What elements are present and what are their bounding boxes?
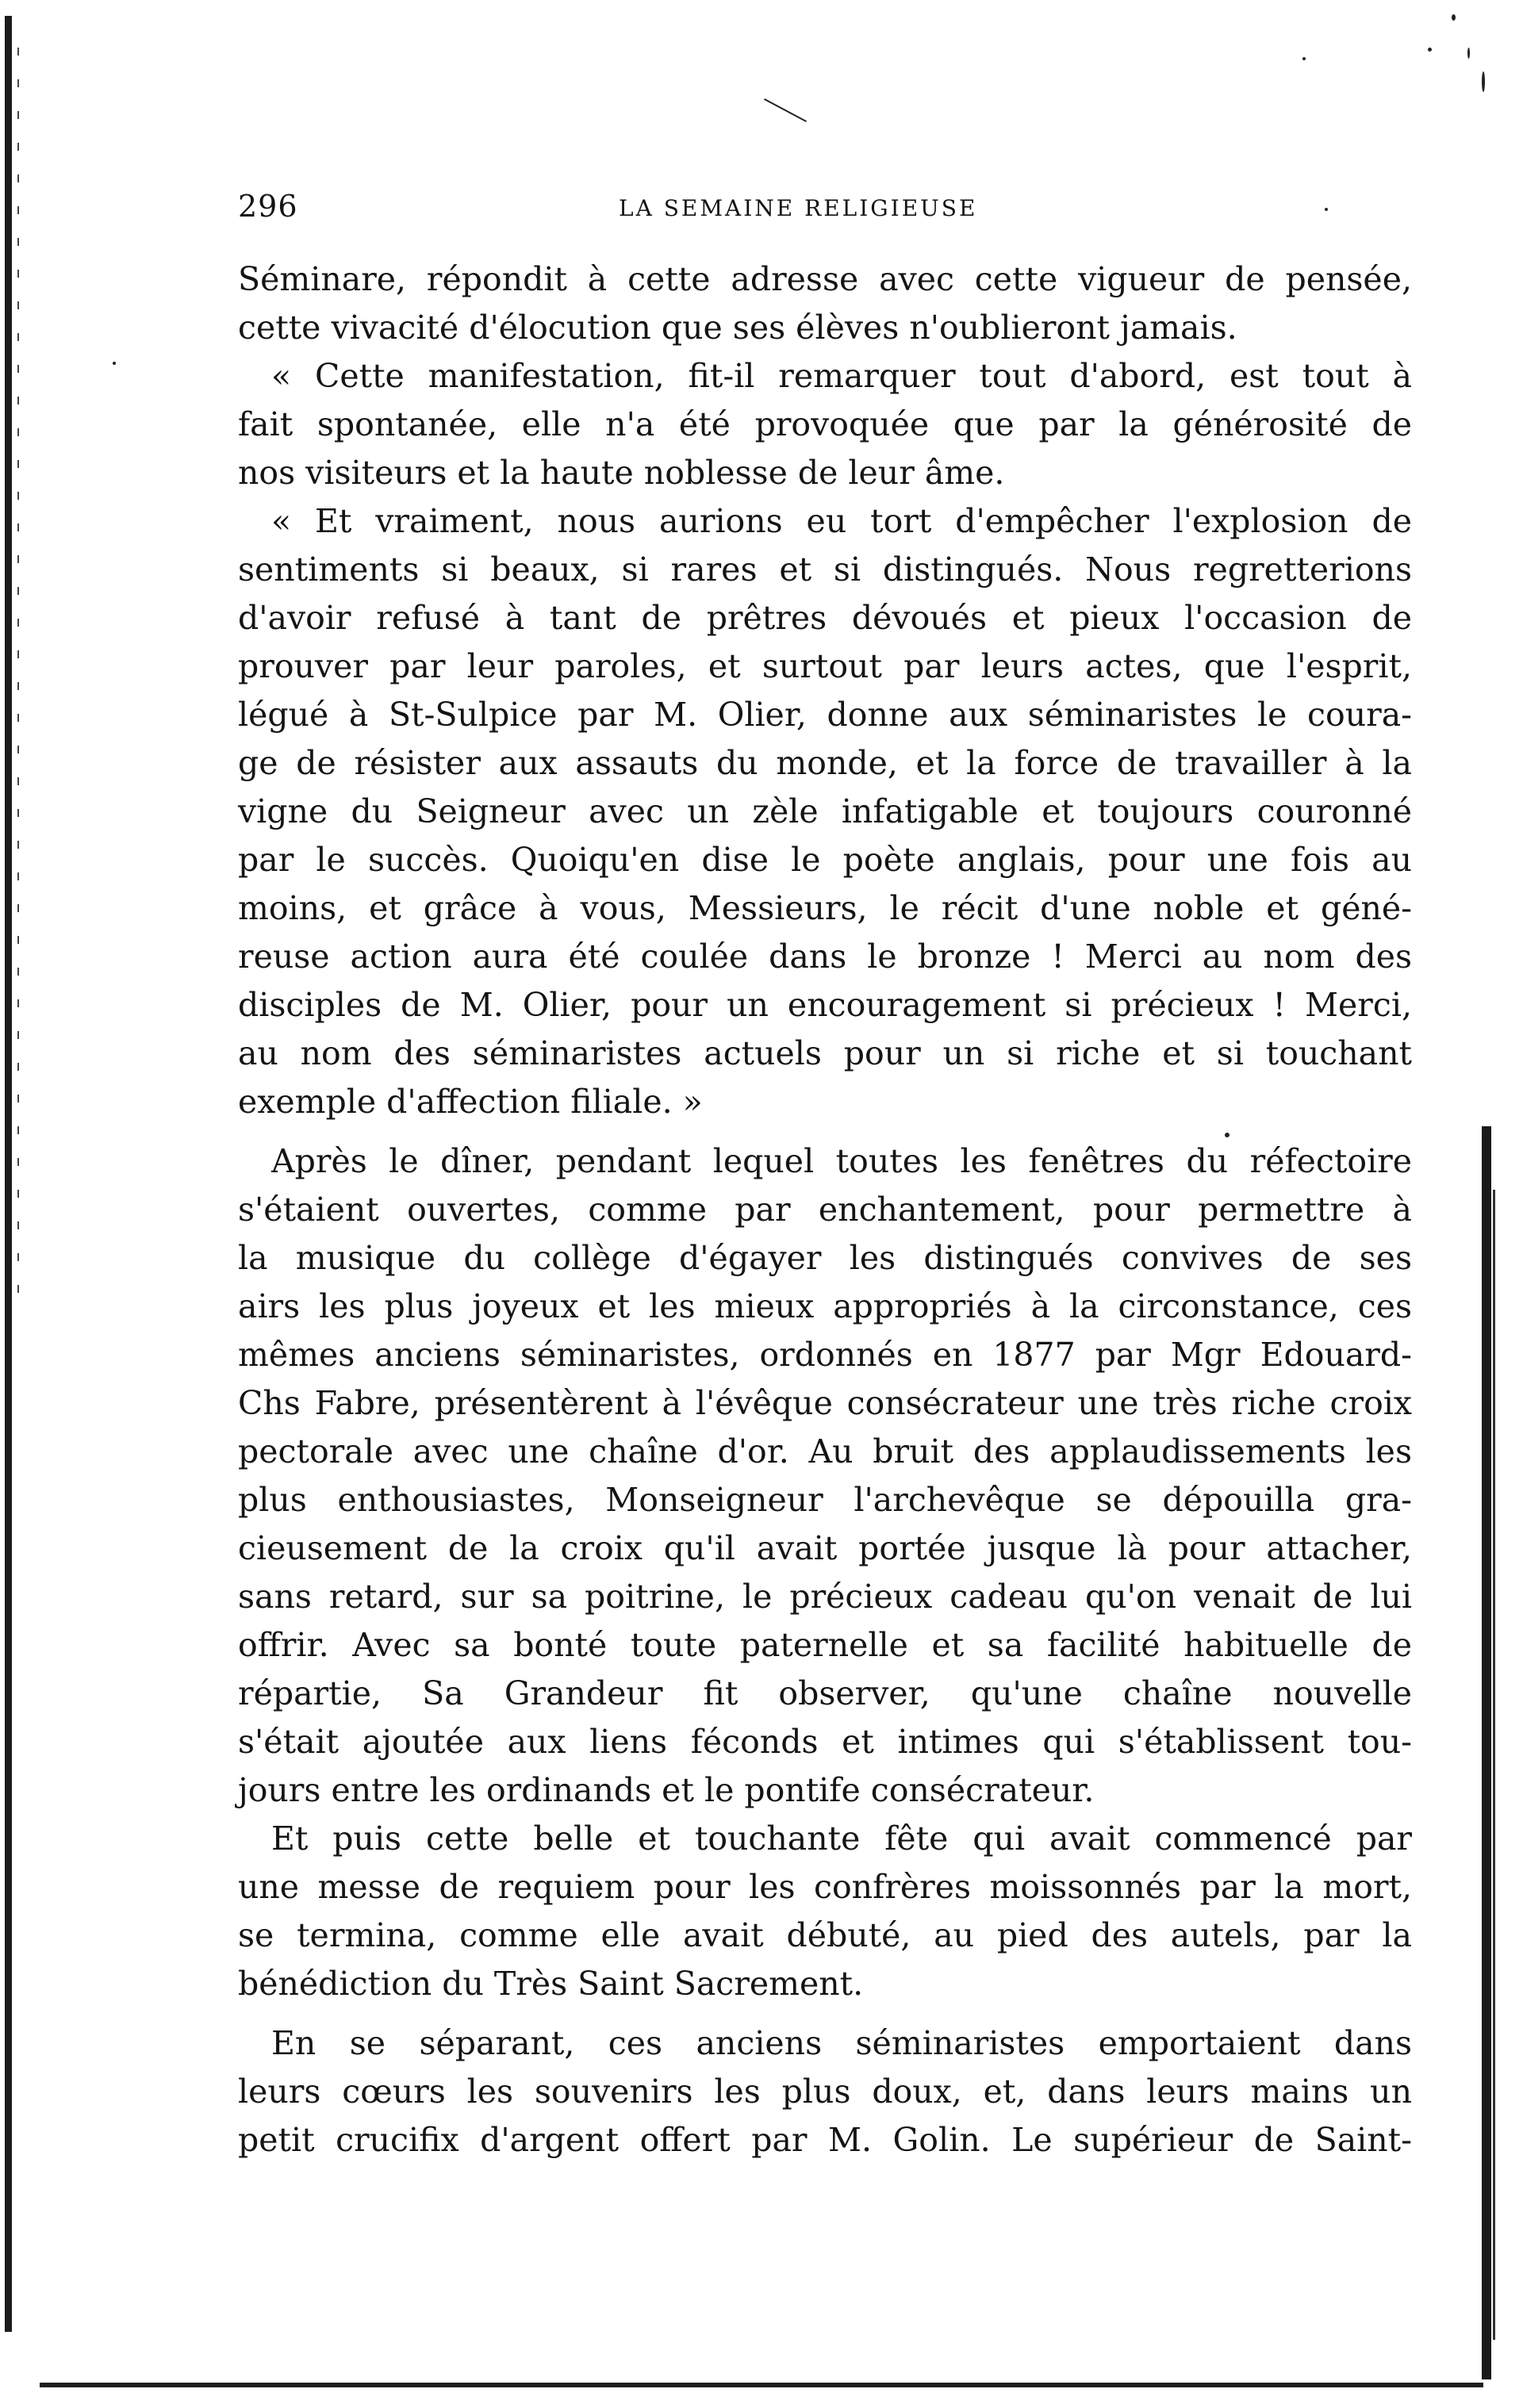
text-line: airs les plus joyeux et les mieux appropriés à la circonstance, ces [238,1287,1412,1325]
page-number: 296 [238,189,298,224]
text-line: leurs cœurs les souvenirs les plus doux, et, dans leurs mains un [238,2072,1412,2111]
scan-speck [1428,48,1432,52]
text-line: cieusement de la croix qu'il avait portée jusque là pour attacher, [238,1529,1412,1567]
text-line: Et puis cette belle et touchante fête qui avait commencé par [271,1819,1412,1858]
text-line: pectorale avec une chaîne d'or. Au bruit des applaudissements les [238,1432,1412,1470]
text-line: nos visiteurs et la haute noblesse de leur âme. [238,454,1005,492]
text-line: légué à St-Sulpice par M. Olier, donne aux séminaristes le coura- [238,696,1412,734]
text-line: fait spontanée, elle n'a été provoquée que par la générosité de [238,405,1412,443]
scan-edge-left [5,16,12,2332]
text-line: la musique du collège d'égayer les distingués convives de ses [238,1239,1412,1277]
text-line: une messe de requiem pour les confrères moissonnés par la mort, [238,1868,1412,1906]
text-line: répartie, Sa Grandeur fit observer, qu'une chaîne nouvelle [238,1674,1412,1712]
paragraph [238,1815,1412,2008]
text-line: disciples de M. Olier, pour un encouragement si précieux ! Merci, [238,986,1412,1024]
text-line: exemple d'affection filiale. » [238,1083,703,1121]
text-line: d'avoir refusé à tant de prêtres dévoués et pieux l'occasion de [238,599,1412,637]
text-line: se termina, comme elle avait débuté, au pied des autels, par la [238,1916,1412,1954]
page-header [238,189,1412,236]
text-line: En se séparant, ces anciens séminaristes emportaient dans [271,2024,1412,2062]
text-line: Après le dîner, pendant lequel toutes les fenêtres du réfectoire [271,1142,1412,1180]
text-line: ge de résister aux assauts du monde, et la force de travailler à la [238,744,1412,782]
text-line: petit crucifix d'argent offert par M. Golin. Le supérieur de Saint- [238,2121,1412,2159]
paragraph [238,1137,1412,1815]
text-line: vigne du Seigneur avec un zèle infatigable et toujours couronné [238,792,1412,830]
text-line: sentiments si beaux, si rares et si distingués. Nous regretterions [238,550,1412,589]
text-line: mêmes anciens séminaristes, ordonnés en 1877 par Mgr Edouard- [238,1336,1412,1374]
text-line: s'étaient ouvertes, comme par enchantement, pour permettre à [238,1191,1412,1229]
text-line: « Et vraiment, nous aurions eu tort d'empêcher l'explosion de [271,502,1412,540]
paragraph [238,497,1412,1126]
scan-edge-right-thin [1493,1190,1495,2340]
text-line: offrir. Avec sa bonté toute paternelle et sa facilité habituelle de [238,1626,1412,1664]
text-line: « Cette manifestation, fit-il remarquer tout d'abord, est tout à [271,357,1412,395]
text-line: Chs Fabre, présentèrent à l'évêque consécrateur une très riche croix [238,1384,1412,1422]
paragraph [238,352,1412,497]
text-line: sans retard, sur sa poitrine, le précieux cadeau qu'on venait de lui [238,1578,1412,1616]
text-line: au nom des séminaristes actuels pour un si riche et si touchant [238,1034,1412,1072]
body-text [238,255,1412,2165]
text-line: s'était ajoutée aux liens féconds et intimes qui s'établissent tou- [238,1723,1412,1761]
text-line: plus enthousiastes, Monseigneur l'archevêque se dépouilla gra- [238,1481,1412,1519]
scan-speck [1452,14,1456,21]
scan-speck [113,362,116,365]
paragraph [238,255,1412,352]
text-line: bénédiction du Très Saint Sacrement. [238,1965,864,2003]
scan-edge-bottom [40,2383,1483,2387]
scan-speck [1467,48,1470,59]
paragraph [238,2019,1412,2165]
scan-edge-right [1482,1126,1491,2379]
text-line: par le succès. Quoiqu'en dise le poète anglais, pour une fois au [238,841,1412,879]
text-line: jours entre les ordinands et le pontife consécrateur. [238,1771,1095,1809]
scan-speck [1482,71,1485,92]
scan-speck [764,98,807,122]
text-line: moins, et grâce à vous, Messieurs, le récit d'une noble et géné- [238,889,1412,927]
text-line: cette vivacité d'élocution que ses élèves n'oublieront jamais. [238,309,1237,347]
scan-speck [1302,57,1306,60]
text-line: reuse action aura été coulée dans le bronze ! Merci au nom des [238,938,1412,976]
text-line: Séminare, répondit à cette adresse avec cette vigueur de pensée, [238,260,1412,298]
running-title: LA SEMAINE RELIGIEUSE [619,195,978,221]
text-line: prouver par leur paroles, et surtout par leurs actes, que l'esprit, [238,647,1412,685]
scan-edge-left-dots [17,48,19,1317]
